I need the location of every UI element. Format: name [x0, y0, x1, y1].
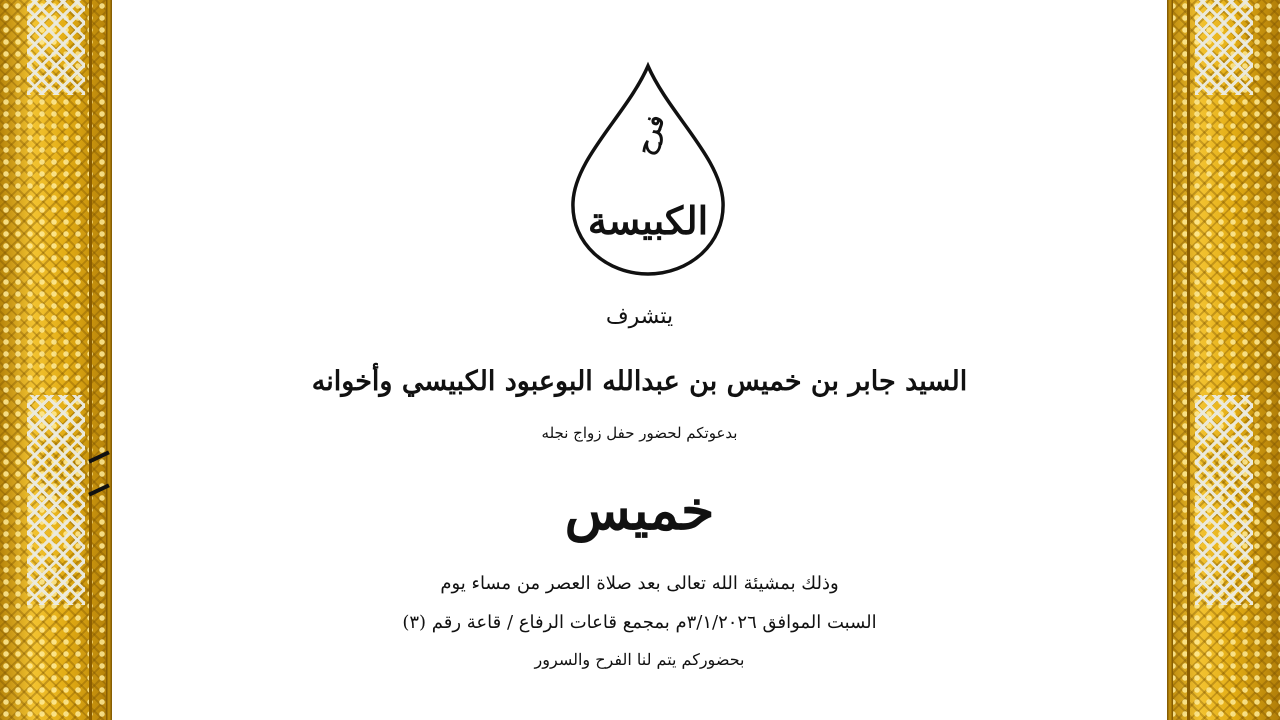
emblem-heading-word: فرح: [629, 110, 671, 159]
silver-pattern-band: [27, 395, 85, 605]
honored-word: يتشرف: [605, 304, 674, 329]
invite-line: بدعوتكم لحضور حفل زواج نجله: [541, 424, 738, 442]
emblem-family-name: الكبيسة: [587, 198, 709, 243]
left-gold-border: [0, 0, 112, 720]
droplet-emblem: [565, 30, 731, 280]
right-gold-border: [1167, 0, 1280, 720]
closing-line: بحضوركم يتم لنا الفرح والسرور: [534, 650, 745, 669]
border-edge: [1167, 0, 1173, 720]
border-stripe: [89, 0, 92, 720]
host-name: السيد جابر بن خميس بن عبدالله البوعبود الكبيسي وأخوانه: [311, 366, 968, 397]
silver-pattern-band: [1195, 0, 1253, 95]
groom-name: خميس: [564, 478, 715, 542]
border-stripe: [1187, 0, 1190, 720]
details-line: وذلك بمشيئة الله تعالى بعد صلاة العصر من مساء يوم: [440, 573, 839, 594]
silver-pattern-band: [1195, 395, 1253, 605]
invitation-card: [112, 0, 1167, 720]
silver-pattern-band: [27, 0, 85, 95]
details-line: السبت الموافق ٣/١/٢٠٢٦م بمجمع قاعات الرفاع / قاعة رقم (٣): [402, 612, 877, 633]
